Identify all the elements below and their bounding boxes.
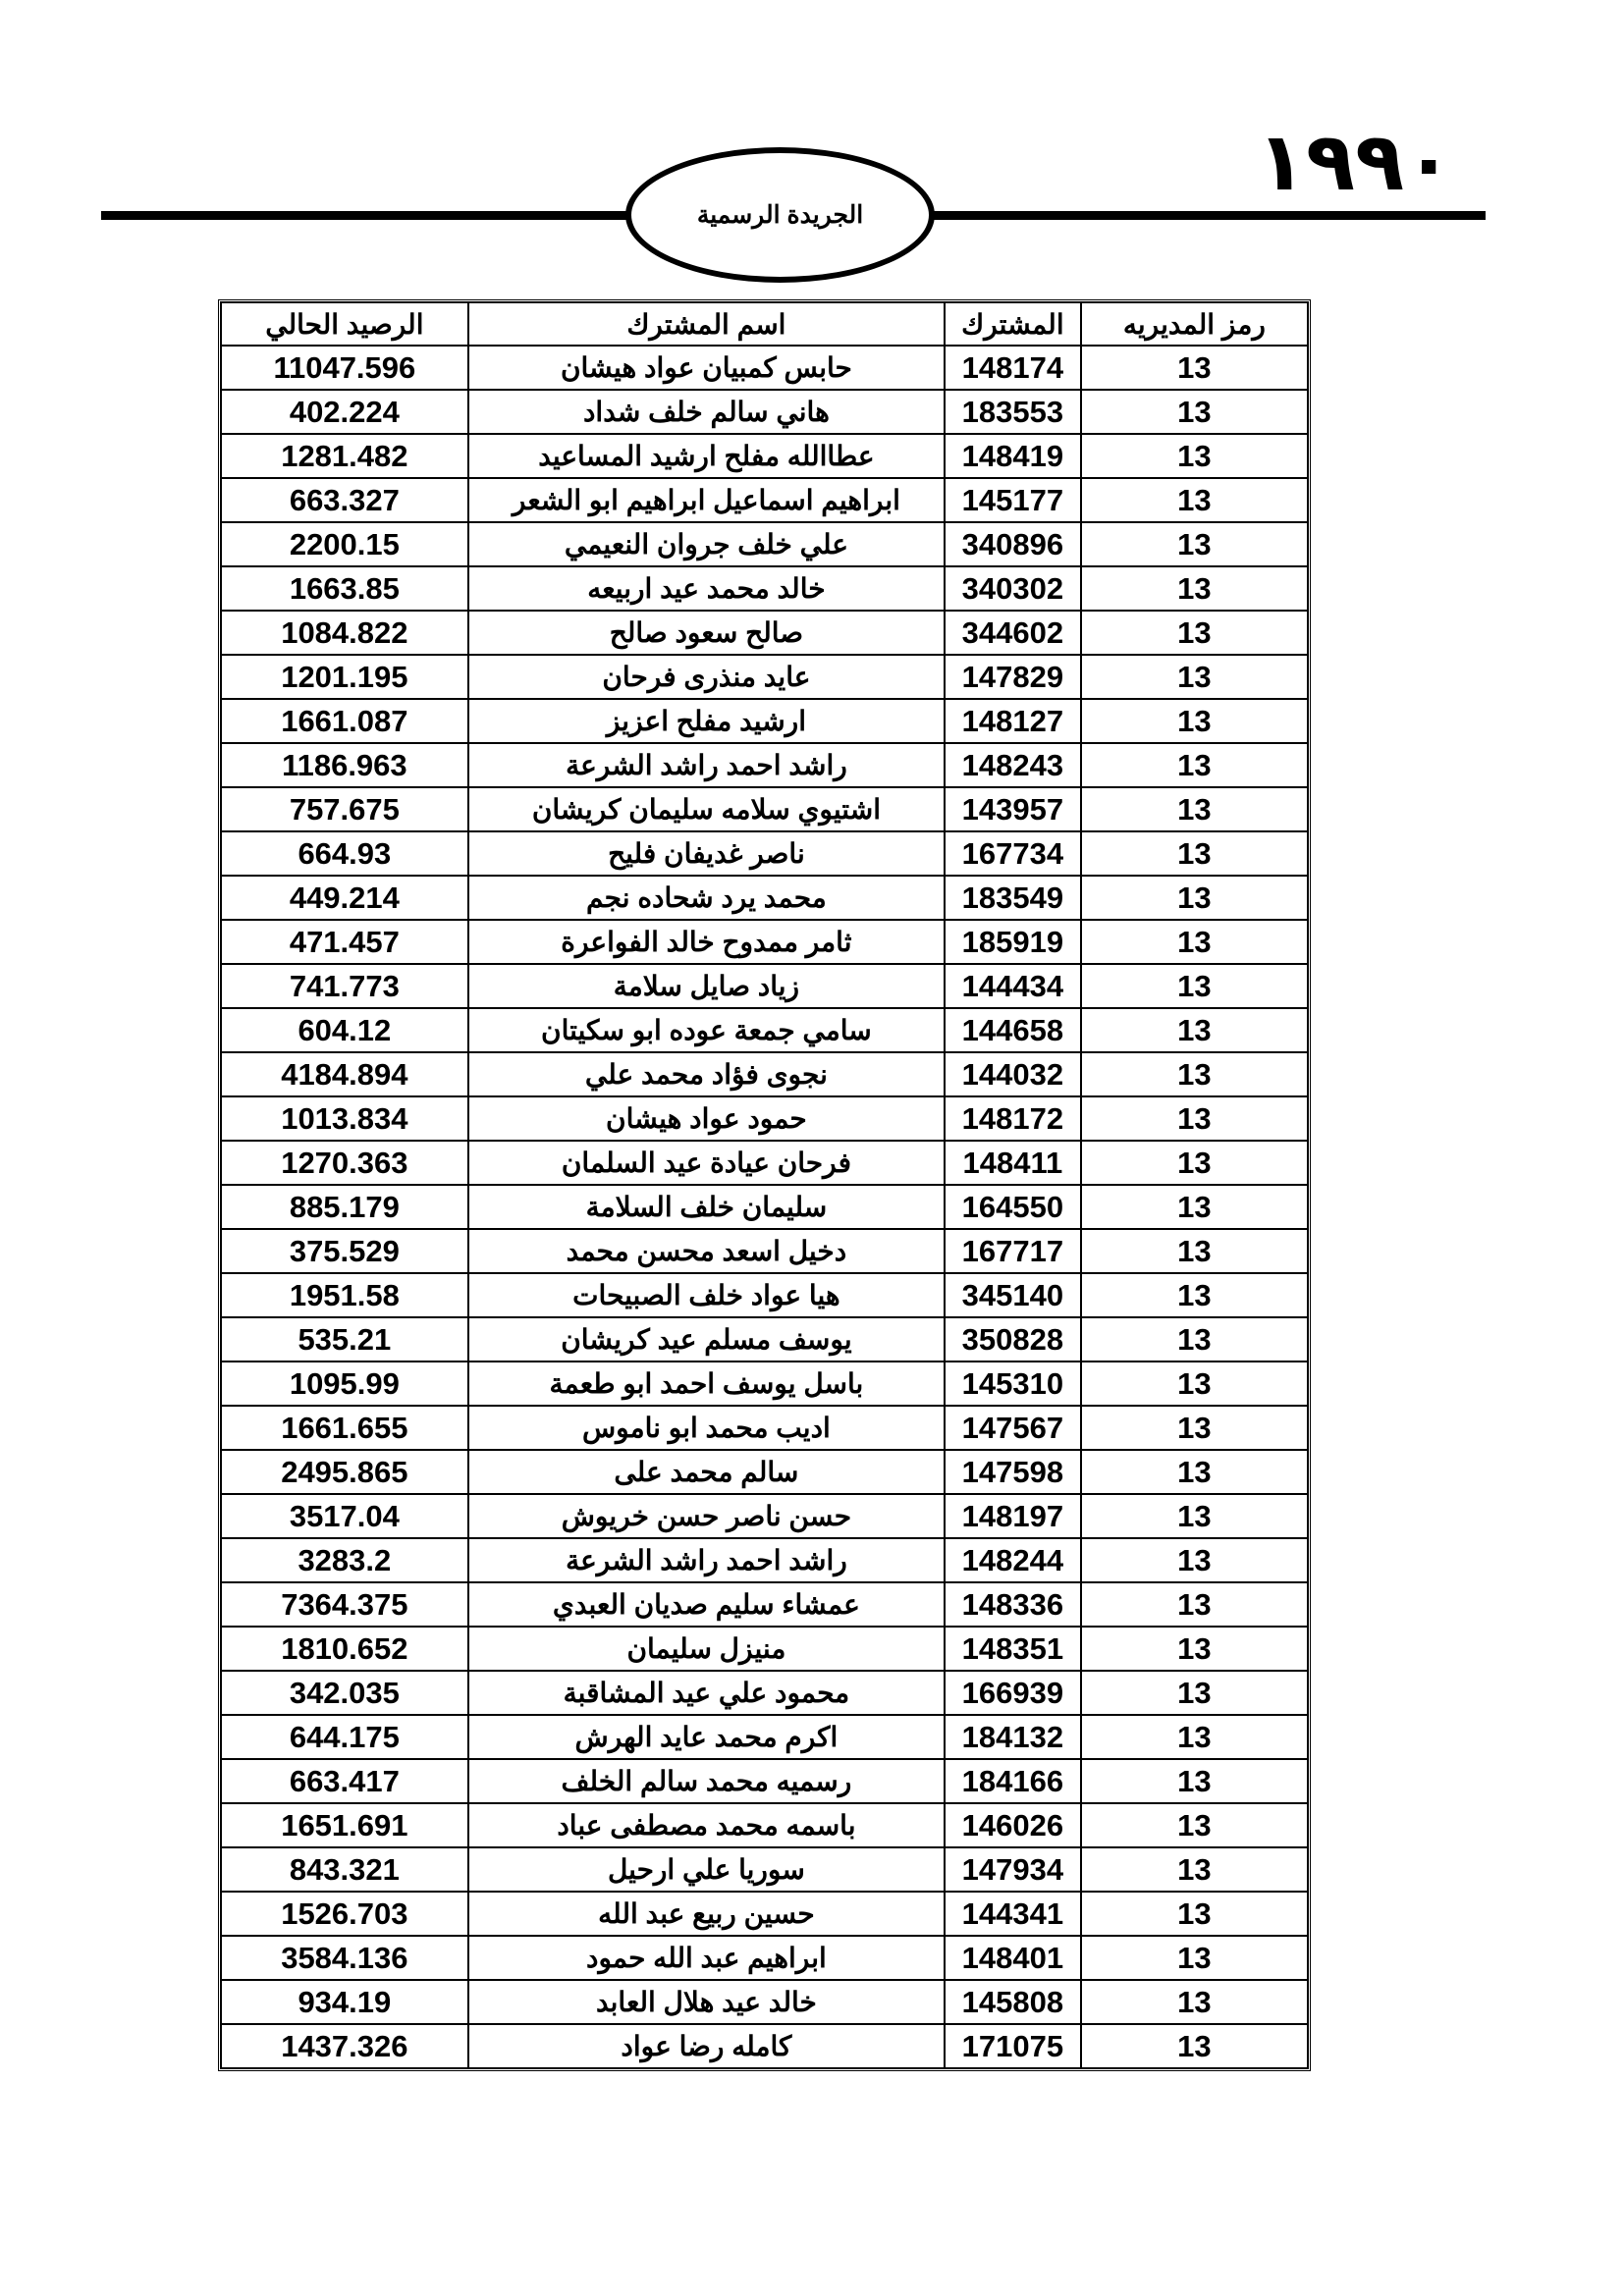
table-row [221,1273,1308,1317]
balance-cell: 4184.894 [221,1052,468,1096]
balance-cell: 663.417 [221,1759,468,1803]
directorate-code-cell: 13 [1081,1715,1308,1759]
table-row [221,964,1308,1008]
directorate-code-cell: 13 [1081,920,1308,964]
gazette-title-oval [625,147,935,283]
table-row [221,1229,1308,1273]
directorate-code-cell: 13 [1081,1627,1308,1671]
balance-cell: 1437.326 [221,2024,468,2068]
directorate-code-cell: 13 [1081,1803,1308,1847]
table-row [221,1538,1308,1582]
subscriber-name-cell: راشد احمد راشد الشرعة [468,743,945,787]
subscriber-name-cell: ثامر ممدوح خالد الفواعرة [468,920,945,964]
subscriber-name-cell: حسن ناصر حسن خريوش [468,1494,945,1538]
balance-cell: 604.12 [221,1008,468,1052]
table-row [221,655,1308,699]
directorate-code-cell: 13 [1081,1317,1308,1362]
directorate-code-cell: 13 [1081,1141,1308,1185]
subscriber-name-cell: زياد صايل سلامة [468,964,945,1008]
subscriber-id-cell: 344602 [945,611,1081,655]
table-row [221,1052,1308,1096]
table-row [221,1185,1308,1229]
directorate-code-cell: 13 [1081,1980,1308,2024]
balance-cell: 342.035 [221,1671,468,1715]
subscriber-id-cell: 143957 [945,787,1081,831]
balance-cell: 2495.865 [221,1450,468,1494]
directorate-code-cell: 13 [1081,1671,1308,1715]
header-directorate-code: رمز المديريه [1081,302,1308,346]
subscriber-name-cell: منيزل سليمان [468,1627,945,1671]
subscriber-id-cell: 340302 [945,566,1081,611]
subscriber-id-cell: 145808 [945,1980,1081,2024]
table-row [221,1362,1308,1406]
subscriber-id-cell: 147567 [945,1406,1081,1450]
directorate-code-cell: 13 [1081,1406,1308,1450]
subscriber-id-cell: 145177 [945,478,1081,522]
subscriber-id-cell: 166939 [945,1671,1081,1715]
subscriber-name-cell: اكرم محمد عايد الهرش [468,1715,945,1759]
balance-cell: 843.321 [221,1847,468,1892]
balance-cell: 535.21 [221,1317,468,1362]
table-row [221,1096,1308,1141]
subscriber-id-cell: 167734 [945,831,1081,876]
subscriber-id-cell: 183549 [945,876,1081,920]
subscriber-name-cell: محمود علي عيد المشاقبة [468,1671,945,1715]
table-row [221,1494,1308,1538]
directorate-code-cell: 13 [1081,611,1308,655]
subscriber-name-cell: فرحان عيادة عيد السلمان [468,1141,945,1185]
table-row [221,566,1308,611]
subscriber-id-cell: 144658 [945,1008,1081,1052]
subscriber-name-cell: عايد منذرى فرحان [468,655,945,699]
table-row [221,1627,1308,1671]
balance-cell: 3517.04 [221,1494,468,1538]
directorate-code-cell: 13 [1081,522,1308,566]
subscriber-name-cell: نجوى فؤاد محمد علي [468,1052,945,1096]
table-row [221,1317,1308,1362]
directorate-code-cell: 13 [1081,655,1308,699]
balance-cell: 1186.963 [221,743,468,787]
directorate-code-cell: 13 [1081,1847,1308,1892]
subscriber-name-cell: ابراهيم اسماعيل ابراهيم ابو الشعر [468,478,945,522]
directorate-code-cell: 13 [1081,1096,1308,1141]
directorate-code-cell: 13 [1081,1273,1308,1317]
directorate-code-cell: 13 [1081,787,1308,831]
balance-cell: 664.93 [221,831,468,876]
balance-cell: 1661.655 [221,1406,468,1450]
subscriber-name-cell: هاني سالم خلف شداد [468,390,945,434]
table-row [221,1582,1308,1627]
balance-cell: 1526.703 [221,1892,468,1936]
subscriber-name-cell: عمشاء سليم صديان العبدي [468,1582,945,1627]
table-row [221,1936,1308,1980]
subscriber-name-cell: عطاالله مفلح ارشيد المساعيد [468,434,945,478]
directorate-code-cell: 13 [1081,699,1308,743]
table-row [221,1450,1308,1494]
subscriber-id-cell: 147598 [945,1450,1081,1494]
directorate-code-cell: 13 [1081,1494,1308,1538]
balance-cell: 644.175 [221,1715,468,1759]
subscriber-id-cell: 147829 [945,655,1081,699]
table-row [221,1671,1308,1715]
subscriber-id-cell: 148244 [945,1538,1081,1582]
subscriber-id-cell: 144434 [945,964,1081,1008]
subscriber-name-cell: باسمه محمد مصطفى عباد [468,1803,945,1847]
balance-cell: 1951.58 [221,1273,468,1317]
header-subscriber-id: المشترك [945,302,1081,346]
subscriber-name-cell: سوريا علي ارحيل [468,1847,945,1892]
directorate-code-cell: 13 [1081,1052,1308,1096]
subscriber-id-cell: 148419 [945,434,1081,478]
header-subscriber-name: اسم المشترك [468,302,945,346]
balance-cell: 1663.85 [221,566,468,611]
balance-cell: 1810.652 [221,1627,468,1671]
table-row [221,831,1308,876]
subscriber-id-cell: 350828 [945,1317,1081,1362]
subscriber-name-cell: هيا عواد خلف الصبيحات [468,1273,945,1317]
page-number: ١٩٩٠ [1257,116,1454,209]
balance-cell: 1201.195 [221,655,468,699]
subscriber-id-cell: 148197 [945,1494,1081,1538]
subscriber-id-cell: 148401 [945,1936,1081,1980]
table-row [221,1803,1308,1847]
subscriber-id-cell: 147934 [945,1847,1081,1892]
directorate-code-cell: 13 [1081,434,1308,478]
subscriber-id-cell: 148127 [945,699,1081,743]
table-row [221,478,1308,522]
subscriber-name-cell: سالم محمد على [468,1450,945,1494]
balance-cell: 2200.15 [221,522,468,566]
subscriber-name-cell: يوسف مسلم عيد كريشان [468,1317,945,1362]
directorate-code-cell: 13 [1081,478,1308,522]
gazette-title: الجريدة الرسمية [696,201,864,229]
subscriber-name-cell: خالد عيد هلال العابد [468,1980,945,2024]
subscriber-id-cell: 146026 [945,1803,1081,1847]
balance-cell: 11047.596 [221,346,468,390]
balance-cell: 1270.363 [221,1141,468,1185]
subscriber-name-cell: ارشيد مفلح اعزيز [468,699,945,743]
subscriber-id-cell: 148172 [945,1096,1081,1141]
balance-cell: 1281.482 [221,434,468,478]
subscriber-id-cell: 148411 [945,1141,1081,1185]
table-row [221,1892,1308,1936]
subscriber-name-cell: علي خلف جروان النعيمي [468,522,945,566]
subscriber-name-cell: سامي جمعة عوده ابو سكيتان [468,1008,945,1052]
subscriber-name-cell: خالد محمد عيد اربيعه [468,566,945,611]
directorate-code-cell: 13 [1081,2024,1308,2068]
table-row [221,787,1308,831]
subscriber-name-cell: سليمان خلف السلامة [468,1185,945,1229]
subscriber-id-cell: 345140 [945,1273,1081,1317]
subscriber-id-cell: 144341 [945,1892,1081,1936]
subscriber-name-cell: حابس كمبيان عواد هيشان [468,346,945,390]
directorate-code-cell: 13 [1081,1008,1308,1052]
balance-cell: 1084.822 [221,611,468,655]
balance-cell: 449.214 [221,876,468,920]
subscriber-id-cell: 185919 [945,920,1081,964]
directorate-code-cell: 13 [1081,1185,1308,1229]
subscriber-id-cell: 148243 [945,743,1081,787]
subscriber-name-cell: اديب محمد ابو ناموس [468,1406,945,1450]
balance-cell: 402.224 [221,390,468,434]
subscriber-name-cell: حسين ربيع عبد الله [468,1892,945,1936]
table-row [221,434,1308,478]
table-row [221,920,1308,964]
subscriber-id-cell: 171075 [945,2024,1081,2068]
balance-cell: 663.327 [221,478,468,522]
table-row [221,1141,1308,1185]
header-current-balance: الرصيد الحالي [221,302,468,346]
balance-cell: 7364.375 [221,1582,468,1627]
directorate-code-cell: 13 [1081,964,1308,1008]
subscriber-name-cell: صالح سعود صالح [468,611,945,655]
subscriber-id-cell: 184166 [945,1759,1081,1803]
table-row [221,346,1308,390]
table-row [221,743,1308,787]
table-row [221,1980,1308,2024]
subscriber-id-cell: 144032 [945,1052,1081,1096]
subscriber-id-cell: 148174 [945,346,1081,390]
balance-cell: 1013.834 [221,1096,468,1141]
table-header-row [221,302,1308,346]
table-row [221,1008,1308,1052]
subscriber-name-cell: كامله رضا عواد [468,2024,945,2068]
subscriber-id-cell: 183553 [945,390,1081,434]
subscriber-name-cell: اشتيوي سلامه سليمان كريشان [468,787,945,831]
table-row [221,522,1308,566]
subscribers-table [218,299,1311,2071]
subscriber-id-cell: 184132 [945,1715,1081,1759]
directorate-code-cell: 13 [1081,1362,1308,1406]
directorate-code-cell: 13 [1081,831,1308,876]
balance-cell: 3584.136 [221,1936,468,1980]
directorate-code-cell: 13 [1081,1229,1308,1273]
table-row [221,1759,1308,1803]
directorate-code-cell: 13 [1081,346,1308,390]
directorate-code-cell: 13 [1081,1538,1308,1582]
directorate-code-cell: 13 [1081,566,1308,611]
subscriber-id-cell: 167717 [945,1229,1081,1273]
subscriber-name-cell: ابراهيم عبد الله حمود [468,1936,945,1980]
subscriber-name-cell: ناصر غديفان فليح [468,831,945,876]
table-row [221,611,1308,655]
balance-cell: 1651.691 [221,1803,468,1847]
balance-cell: 885.179 [221,1185,468,1229]
directorate-code-cell: 13 [1081,1936,1308,1980]
balance-cell: 1095.99 [221,1362,468,1406]
subscriber-id-cell: 145310 [945,1362,1081,1406]
subscriber-id-cell: 164550 [945,1185,1081,1229]
subscriber-name-cell: رسميه محمد سالم الخلف [468,1759,945,1803]
subscriber-name-cell: باسل يوسف احمد ابو طعمة [468,1362,945,1406]
directorate-code-cell: 13 [1081,1582,1308,1627]
directorate-code-cell: 13 [1081,1450,1308,1494]
balance-cell: 934.19 [221,1980,468,2024]
balance-cell: 375.529 [221,1229,468,1273]
subscriber-name-cell: محمد يرد شحاده نجم [468,876,945,920]
balance-cell: 471.457 [221,920,468,964]
directorate-code-cell: 13 [1081,1759,1308,1803]
directorate-code-cell: 13 [1081,876,1308,920]
table-row [221,876,1308,920]
balance-cell: 3283.2 [221,1538,468,1582]
table-row [221,2024,1308,2068]
subscriber-id-cell: 148351 [945,1627,1081,1671]
balance-cell: 757.675 [221,787,468,831]
table-row [221,1406,1308,1450]
directorate-code-cell: 13 [1081,390,1308,434]
balance-cell: 1661.087 [221,699,468,743]
table-row [221,390,1308,434]
subscriber-id-cell: 148336 [945,1582,1081,1627]
balance-cell: 741.773 [221,964,468,1008]
subscriber-name-cell: دخيل اسعد محسن محمد [468,1229,945,1273]
directorate-code-cell: 13 [1081,1892,1308,1936]
subscriber-name-cell: حمود عواد هيشان [468,1096,945,1141]
subscriber-name-cell: راشد احمد راشد الشرعة [468,1538,945,1582]
table-row [221,699,1308,743]
table-row [221,1847,1308,1892]
table-row [221,1715,1308,1759]
directorate-code-cell: 13 [1081,743,1308,787]
subscriber-id-cell: 340896 [945,522,1081,566]
